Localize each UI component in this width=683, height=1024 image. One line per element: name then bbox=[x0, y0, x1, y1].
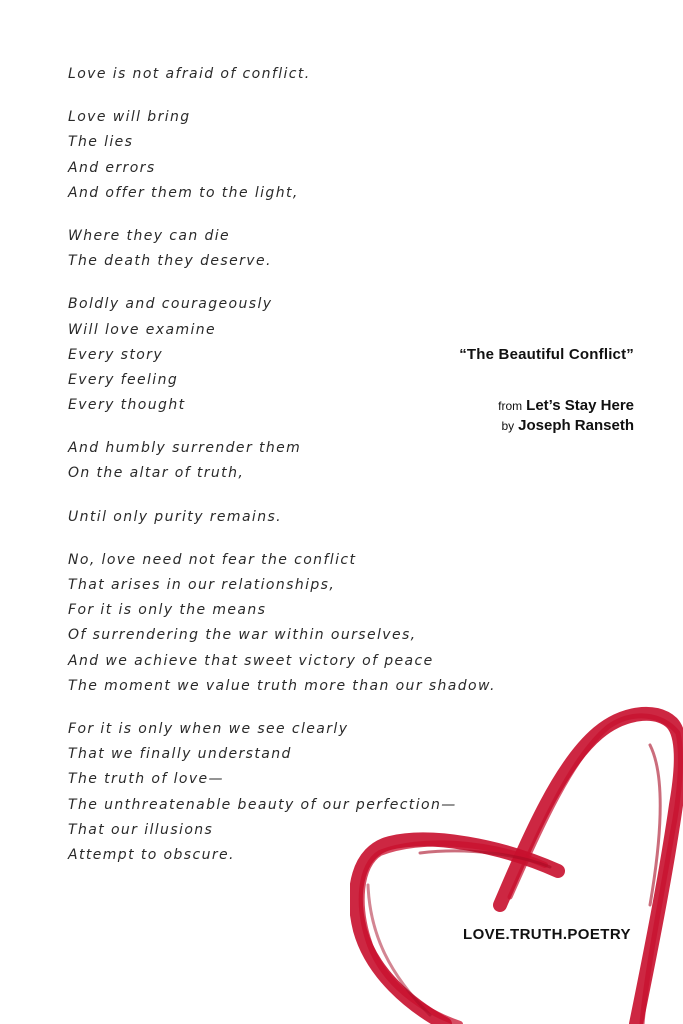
stanza bbox=[68, 62, 508, 87]
poem-line: Love will bring bbox=[68, 109, 191, 126]
poem-line: Where they can die bbox=[68, 227, 231, 244]
poem-line: Will love examine bbox=[68, 321, 217, 338]
poem-line: The death they deserve. bbox=[68, 253, 272, 270]
poem-line: Of surrendering the war within ourselves, bbox=[68, 627, 417, 644]
poem-line: That arises in our relationships, bbox=[68, 577, 336, 593]
poem-line: No, love need not fear the conflict bbox=[68, 551, 357, 568]
book-credit bbox=[498, 396, 634, 416]
poem-line: Boldly and courageously bbox=[68, 296, 273, 313]
heart-icon bbox=[350, 705, 683, 1024]
from-label: from bbox=[498, 399, 523, 413]
poem-credits bbox=[498, 396, 634, 436]
heart-stroke bbox=[500, 714, 681, 1024]
poem-line: That our illusions bbox=[68, 821, 214, 838]
poem-line: Every story bbox=[68, 346, 164, 363]
poem-line: Until only purity remains. bbox=[68, 508, 283, 525]
poem-line: The lies bbox=[68, 134, 134, 151]
poem-line: That we finally understand bbox=[68, 746, 292, 763]
poem-line: On the altar of truth, bbox=[68, 465, 245, 482]
poem-line: The truth of love— bbox=[68, 771, 224, 788]
book-title: Let’s Stay Here bbox=[526, 397, 634, 414]
poem-line: And offer them to the light, bbox=[68, 184, 299, 201]
stanza bbox=[68, 548, 508, 699]
poem-line: For it is only the means bbox=[68, 602, 267, 619]
stanza bbox=[68, 436, 508, 486]
author-name: Joseph Ranseth bbox=[518, 417, 634, 434]
author-credit bbox=[498, 416, 634, 436]
poem-line: And errors bbox=[68, 159, 156, 176]
poem-line: For it is only when we see clearly bbox=[68, 720, 349, 737]
poem-line: And we achieve that sweet victory of peace bbox=[68, 652, 434, 669]
poem-line: The moment we value truth more than our shadow. bbox=[68, 677, 496, 694]
poem-line: Every thought bbox=[68, 397, 186, 414]
poem-title: “The Beautiful Conflict” bbox=[459, 346, 634, 363]
stanza bbox=[68, 224, 508, 274]
poem-line: Every feeling bbox=[68, 371, 179, 388]
stanza bbox=[68, 505, 508, 530]
poem-line: The unthreatenable beauty of our perfection— bbox=[68, 796, 457, 813]
poem-line: Love is not afraid of conflict. bbox=[68, 66, 311, 82]
poem-line: Attempt to obscure. bbox=[68, 846, 235, 863]
poem-line: And humbly surrender them bbox=[68, 440, 302, 457]
stanza bbox=[68, 292, 508, 418]
brand-logo: LOVE.TRUTH.POETRY bbox=[463, 926, 631, 943]
stanza bbox=[68, 105, 508, 206]
by-label: by bbox=[501, 419, 515, 433]
